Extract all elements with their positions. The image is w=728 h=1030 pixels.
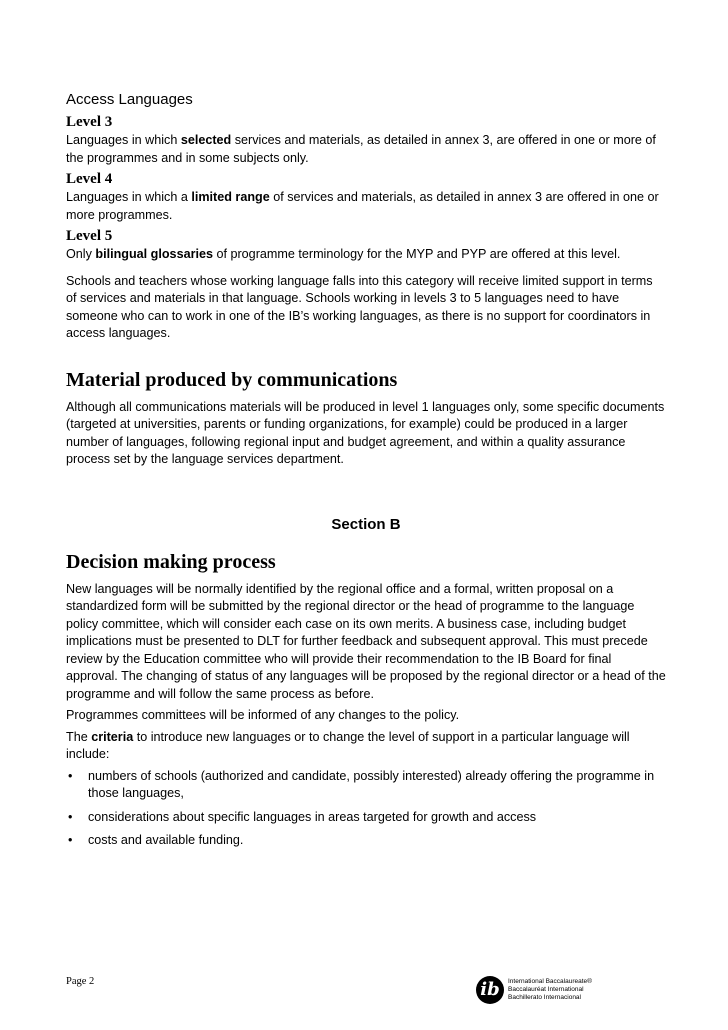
access-languages-paragraph: Schools and teachers whose working language falls into this category will receive limited support in terms of services and materials in that language. Schools working in levels 3 to 5 languages need to have someone who can to work in one of the IB’s working languages, as there is no support for coordinators in access languages. xyxy=(66,273,653,340)
access-languages-heading: Access Languages xyxy=(66,91,193,108)
level-4-text: Languages in which a limited range of services and materials, as detailed in annex 3 are offered in one or more programmes. xyxy=(66,190,659,222)
material-heading: Material produced by communications xyxy=(66,368,398,391)
decision-paragraph: New languages will be normally identified by the regional office and a formal, written proposal on a standardized form will be submitted by the regional director or the head of programme to the language policy committee, which will consider each case on its own merits. A business case, including budget implications must be presented to DLT for further feedback and subsequent approval. This must precede review by the Education committee who will provide their recommendation to the IB Board for final approval. The changing of status of any languages will be proposed by the regional director or a head of the programme and will follow the same process as before. xyxy=(66,581,666,701)
ib-logo-icon: ib xyxy=(476,976,504,1004)
level-4-heading: Level 4 xyxy=(66,171,113,187)
criteria-list xyxy=(66,768,666,850)
ib-logo xyxy=(476,976,596,1010)
page-number: Page 2 xyxy=(66,976,95,987)
level-5-heading: Level 5 xyxy=(66,228,113,244)
committees-paragraph: Programmes committees will be informed of any changes to the policy. xyxy=(66,708,460,722)
ib-logo-text: International Baccalaureate® Baccalauréat International Bachillerato Internacional xyxy=(508,978,592,1001)
section-b-label: Section B xyxy=(331,515,401,533)
level-3-heading: Level 3 xyxy=(66,114,113,130)
bullet-icon: • xyxy=(68,768,73,783)
level-3-text: Languages in which selected services and materials, as detailed in annex 3, are offered in one or more of the programmes and in some subjects only. xyxy=(66,133,656,165)
decision-heading: Decision making process xyxy=(66,550,276,573)
page-content xyxy=(66,90,666,856)
material-paragraph: Although all communications materials will be produced in level 1 languages only, some specific documents (targeted at universities, parents or funding organizations, for example) could be produced in a larger number of languages, following regional input and budget agreement, and within a quality assurance process set by the language services department. xyxy=(66,399,665,466)
bullet-icon: • xyxy=(68,833,73,847)
list-item: • costs and available funding. xyxy=(66,832,666,850)
bullet-icon: • xyxy=(68,809,73,824)
criteria-paragraph: The criteria to introduce new languages or to change the level of support in a particular language will include: xyxy=(66,729,630,761)
list-item: • numbers of schools (authorized and candidate, possibly interested) already offering the programme in those languages, xyxy=(68,768,655,800)
list-item: • considerations about specific languages in areas targeted for growth and access xyxy=(66,809,666,827)
level-5-text: Only bilingual glossaries of programme terminology for the MYP and PYP are offered at this level. xyxy=(66,247,621,261)
